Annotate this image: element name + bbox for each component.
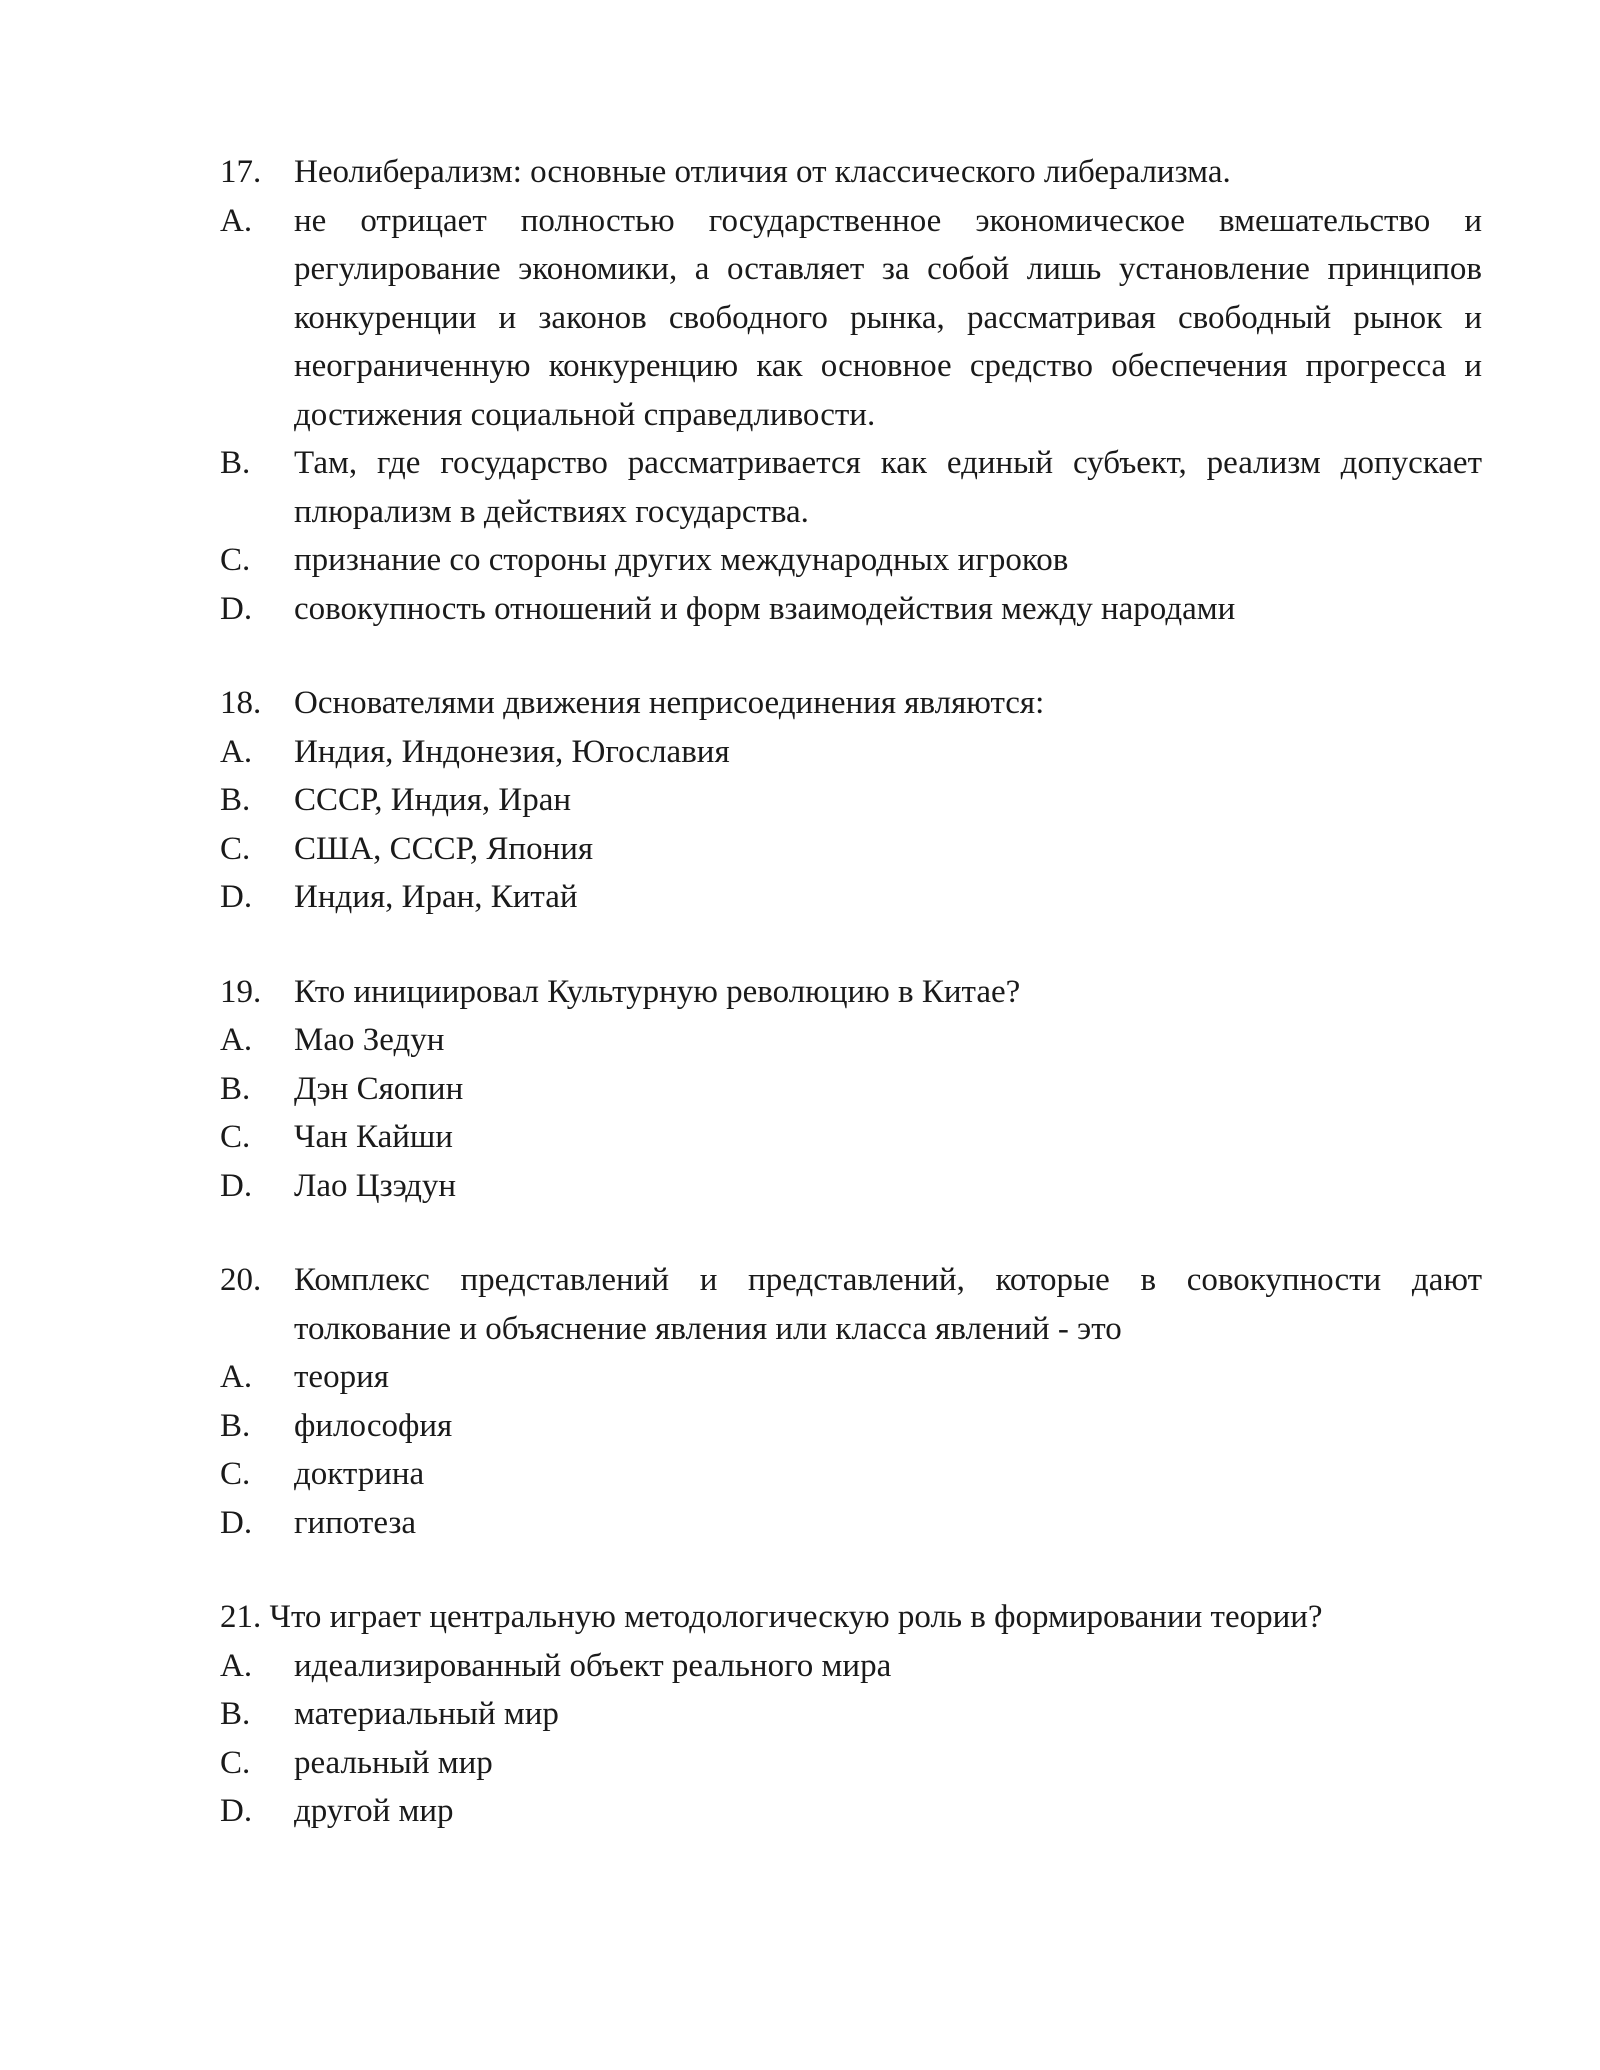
answer-option <box>220 1787 1482 1836</box>
answer-option <box>220 1499 1482 1548</box>
question-text: Основателями движения неприсоединения являются: <box>294 685 1045 721</box>
option-letter: D. <box>220 1504 253 1541</box>
answer-option <box>220 197 1482 440</box>
option-text: доктрина <box>294 1456 425 1492</box>
answer-option <box>220 1353 1482 1402</box>
answer-option <box>220 825 1482 874</box>
option-text: США, СССР, Япония <box>294 830 594 867</box>
answer-option <box>220 1113 1482 1162</box>
answer-option <box>220 728 1482 777</box>
option-text: Там, где государство рассматривается как единый субъект, реализм допускает плюрализм в действиях государства. <box>294 445 1482 530</box>
document-page <box>220 148 1482 1882</box>
answer-option <box>220 1065 1482 1114</box>
option-letter: B. <box>220 782 251 818</box>
option-text: Чан Кайши <box>294 1119 453 1155</box>
question-20 <box>220 1256 1482 1547</box>
question-number: 17. <box>220 154 262 190</box>
answer-option <box>220 1690 1482 1739</box>
question-stem <box>220 1256 1482 1353</box>
question-19 <box>220 968 1482 1211</box>
question-text: Комплекс представлений и представлений, которые в совокупности дают толкование и объяснение явления или класса явлений - это <box>294 1262 1482 1347</box>
option-letter: C. <box>220 1119 251 1155</box>
question-18 <box>220 679 1482 922</box>
option-letter: A. <box>220 733 253 770</box>
answer-option <box>220 536 1482 585</box>
question-number: 18. <box>220 685 262 721</box>
option-letter: B. <box>220 1407 251 1444</box>
option-letter: B. <box>220 1070 251 1107</box>
answer-option <box>220 1162 1482 1211</box>
question-text: Неолиберализм: основные отличия от классического либерализма. <box>294 154 1231 190</box>
answer-option <box>220 1402 1482 1451</box>
answer-option <box>220 1642 1482 1691</box>
option-letter: B. <box>220 1696 251 1732</box>
option-letter: A. <box>220 1647 253 1684</box>
option-text: философия <box>294 1407 453 1444</box>
answer-option <box>220 1016 1482 1065</box>
question-stem <box>220 1593 1482 1642</box>
option-text: другой мир <box>294 1793 454 1829</box>
option-letter: C. <box>220 830 251 867</box>
option-letter: A. <box>220 1022 253 1058</box>
question-stem <box>220 148 1482 197</box>
option-letter: A. <box>220 1359 253 1395</box>
question-text: Что играет центральную методологическую роль в формировании теории? <box>269 1599 1323 1635</box>
option-text: Индия, Индонезия, Югославия <box>294 733 730 770</box>
option-letter: D. <box>220 879 253 915</box>
option-text: СССР, Индия, Иран <box>294 782 572 818</box>
question-number: 21. <box>220 1599 262 1635</box>
answer-option <box>220 1450 1482 1499</box>
question-number: 20. <box>220 1262 262 1298</box>
option-text: не отрицает полностью государственное экономическое вмешательство и регулирование экономики, а оставляет за собой лишь установление принципов конкуренции и законов свободного рынка, рассматривая свободный рынок и неограниченную конкуренцию как основное средство обеспечения прогресса и достижения социальной справедливости. <box>294 202 1482 433</box>
answer-option <box>220 585 1482 634</box>
answer-option <box>220 439 1482 536</box>
option-text: гипотеза <box>294 1504 417 1541</box>
question-17 <box>220 148 1482 633</box>
option-letter: D. <box>220 1793 253 1829</box>
option-text: Мао Зедун <box>294 1022 445 1058</box>
option-text: Индия, Иран, Китай <box>294 879 578 915</box>
question-stem <box>220 968 1482 1017</box>
option-letter: D. <box>220 1167 253 1204</box>
question-number: 19. <box>220 973 262 1010</box>
option-letter: C. <box>220 542 251 578</box>
option-text: материальный мир <box>294 1696 559 1732</box>
option-letter: B. <box>220 445 251 481</box>
option-text: идеализированный объект реального мира <box>294 1647 892 1684</box>
question-21 <box>220 1593 1482 1836</box>
option-text: Дэн Сяопин <box>294 1070 464 1107</box>
option-letter: C. <box>220 1744 251 1781</box>
question-text: Кто инициировал Культурную революцию в Китае? <box>294 973 1021 1010</box>
answer-option <box>220 873 1482 922</box>
option-text: теория <box>294 1359 389 1395</box>
option-text: Лао Цзэдун <box>294 1167 457 1204</box>
question-stem <box>220 679 1482 728</box>
option-text: реальный мир <box>294 1744 493 1781</box>
answer-option <box>220 776 1482 825</box>
option-letter: C. <box>220 1456 251 1492</box>
option-text: признание со стороны других международных игроков <box>294 542 1069 578</box>
answer-option <box>220 1739 1482 1788</box>
option-text: совокупность отношений и форм взаимодействия между народами <box>294 590 1236 627</box>
option-letter: D. <box>220 590 253 627</box>
option-letter: A. <box>220 202 253 239</box>
